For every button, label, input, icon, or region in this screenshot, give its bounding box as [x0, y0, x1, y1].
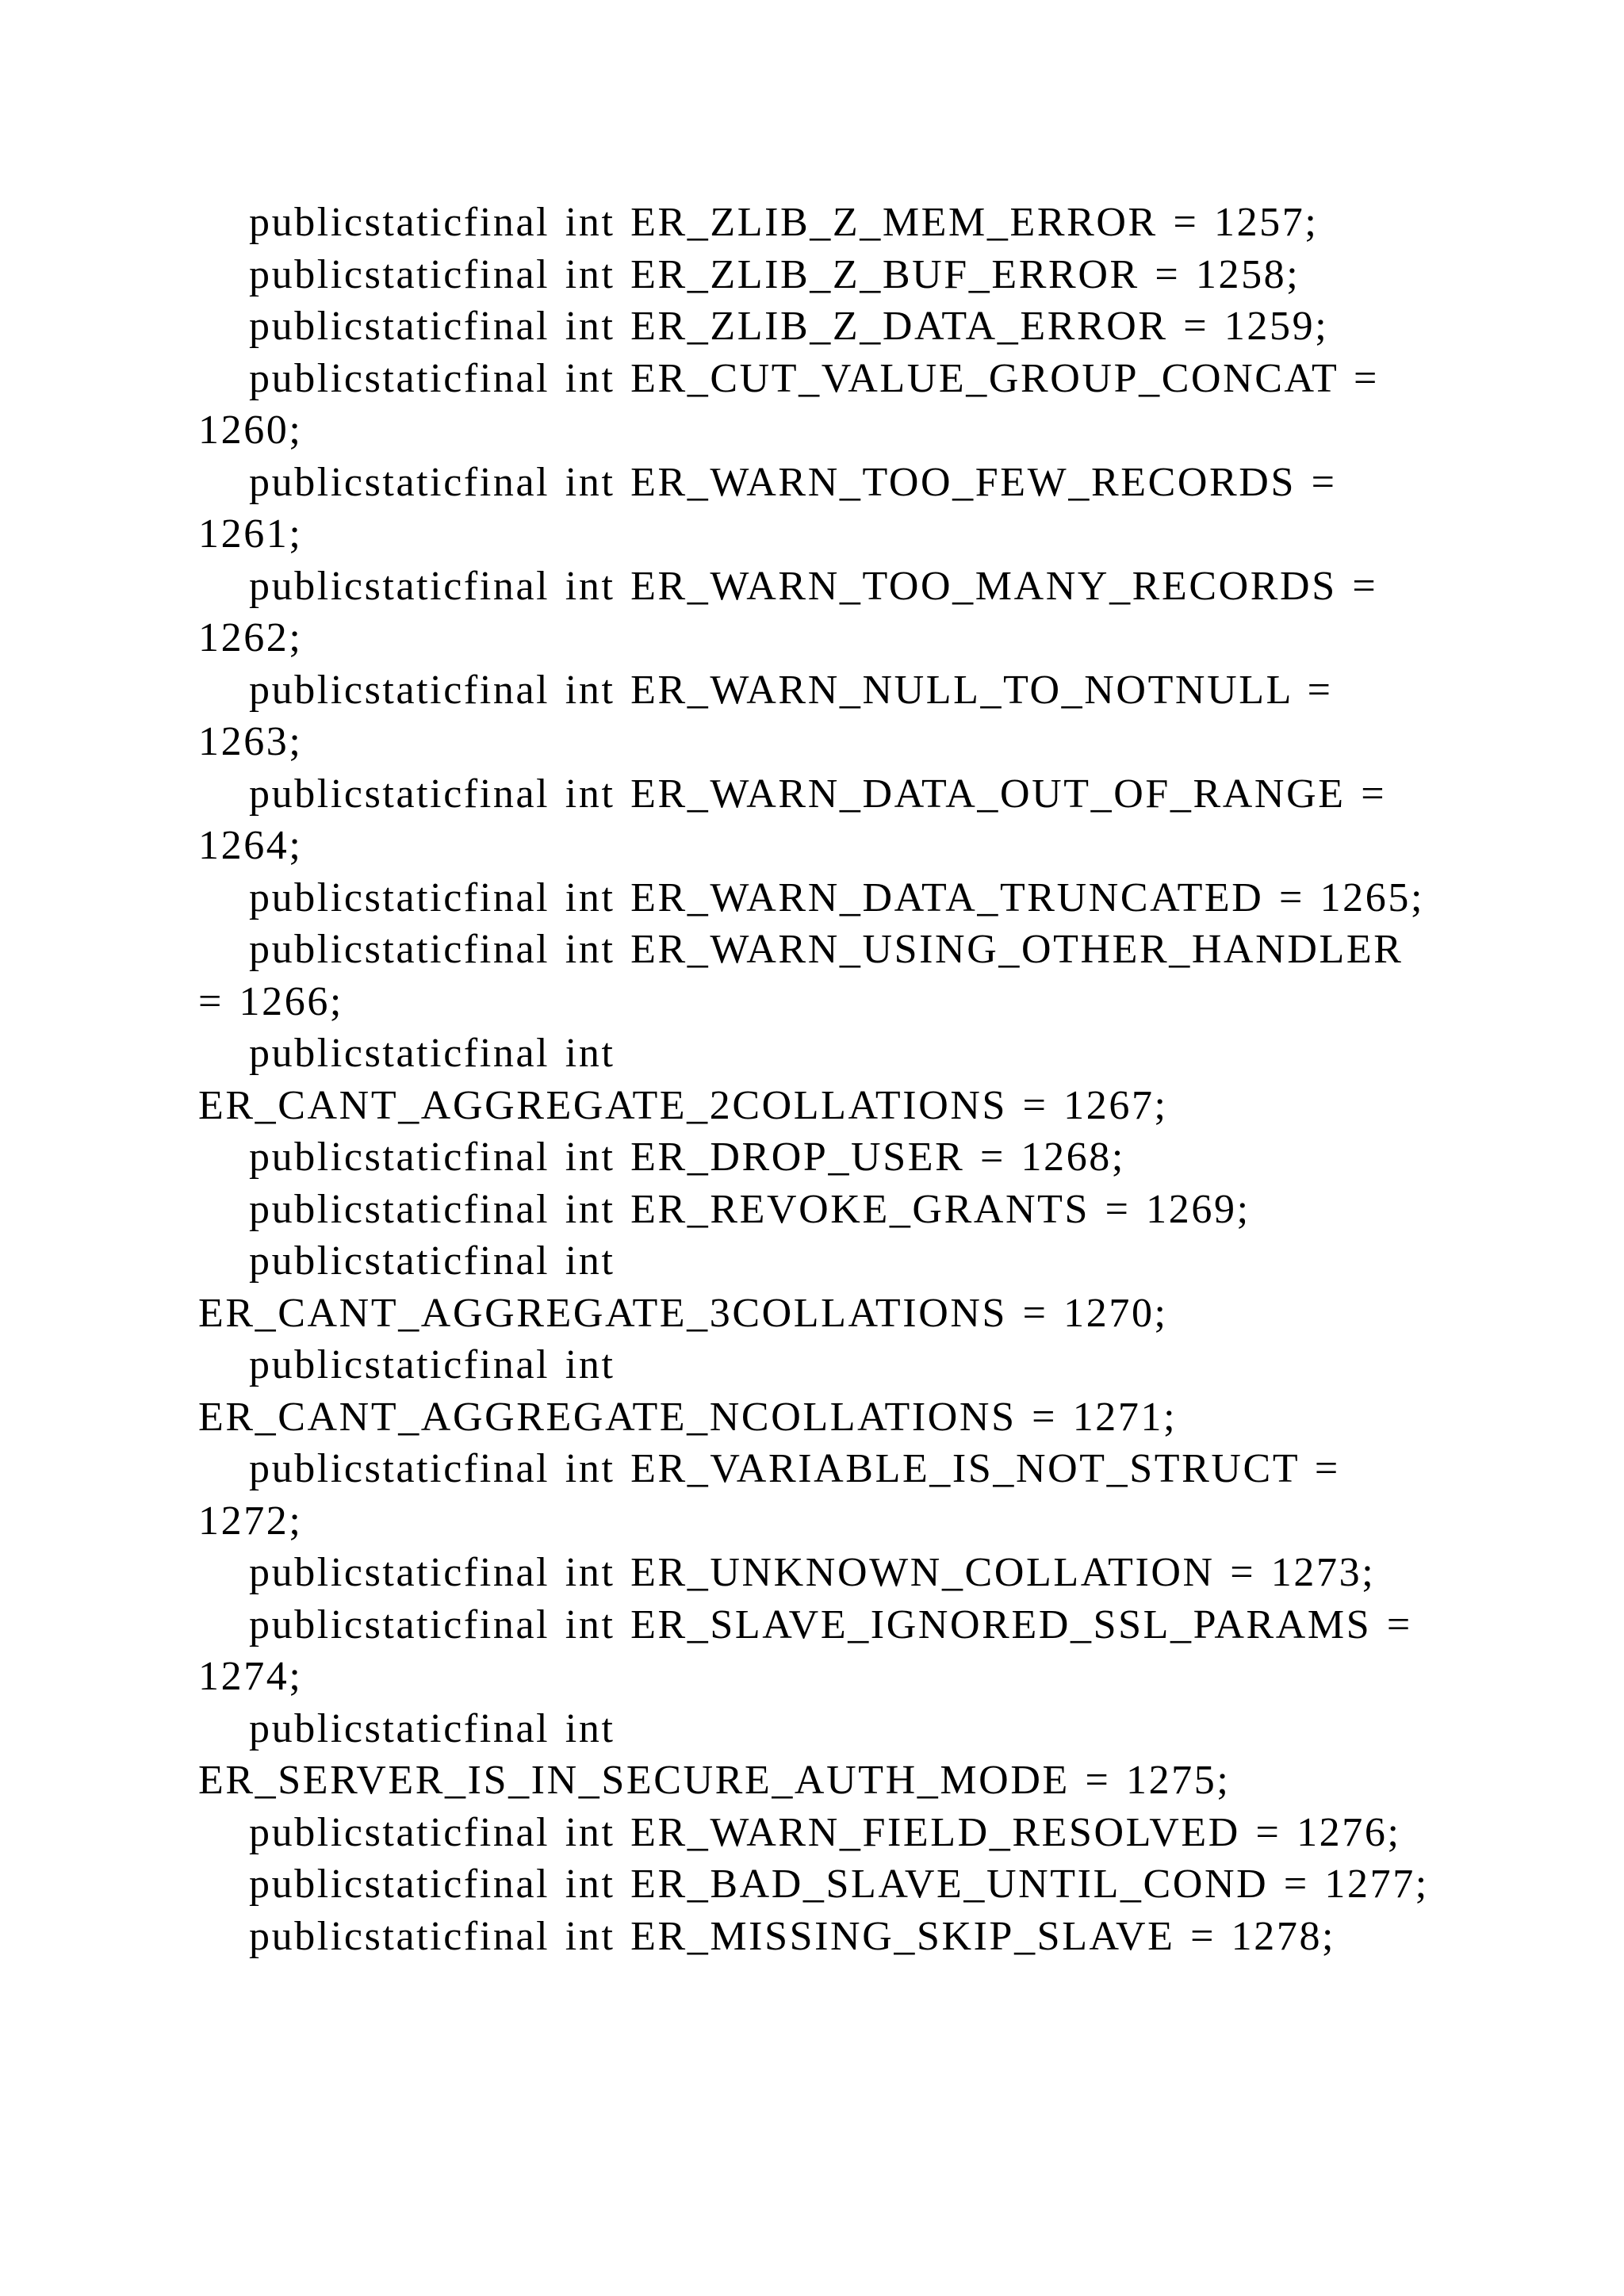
code-line: publicstaticfinal int ER_CANT_AGGREGATE_NCOLLATIONS = 1271; [198, 1342, 1178, 1440]
code-line: publicstaticfinal int ER_CANT_AGGREGATE_2COLLATIONS = 1267; [198, 1031, 1168, 1128]
code-line: publicstaticfinal int ER_WARN_TOO_FEW_RECORDS = 1261; [198, 459, 1337, 557]
code-line: publicstaticfinal int ER_ZLIB_Z_BUF_ERROR = 1258; [249, 251, 1300, 297]
code-line: publicstaticfinal int ER_WARN_TOO_MANY_RECORDS = 1262; [198, 563, 1378, 660]
code-line: publicstaticfinal int ER_CANT_AGGREGATE_3COLLATIONS = 1270; [198, 1238, 1168, 1336]
code-line: publicstaticfinal int ER_SLAVE_IGNORED_SSL_PARAMS = 1274; [198, 1601, 1412, 1699]
code-line: publicstaticfinal int ER_CUT_VALUE_GROUP_CONCAT = 1260; [198, 355, 1379, 453]
code-line: publicstaticfinal int ER_MISSING_SKIP_SLAVE = 1278; [249, 1913, 1336, 1959]
code-line: publicstaticfinal int ER_WARN_DATA_OUT_OF_RANGE = 1264; [198, 771, 1387, 868]
code-line: publicstaticfinal int ER_ZLIB_Z_MEM_ERROR = 1257; [249, 200, 1319, 245]
code-line: publicstaticfinal int ER_VARIABLE_IS_NOT_STRUCT = 1272; [198, 1446, 1340, 1544]
code-line: publicstaticfinal int ER_UNKNOWN_COLLATION = 1273; [249, 1550, 1376, 1595]
code-line: publicstaticfinal int ER_REVOKE_GRANTS = 1269; [249, 1186, 1251, 1232]
code-line: publicstaticfinal int ER_SERVER_IS_IN_SECURE_AUTH_MODE = 1275; [198, 1705, 1231, 1803]
code-line: publicstaticfinal int ER_WARN_USING_OTHER_HANDLER = 1266; [198, 927, 1404, 1024]
code-line: publicstaticfinal int ER_WARN_NULL_TO_NOTNULL = 1263; [198, 667, 1333, 764]
code-line: publicstaticfinal int ER_ZLIB_Z_DATA_ERROR = 1259; [249, 304, 1329, 349]
code-line: publicstaticfinal int ER_DROP_USER = 1268; [249, 1135, 1125, 1180]
code-line: publicstaticfinal int ER_BAD_SLAVE_UNTIL_COND = 1277; [249, 1862, 1429, 1907]
code-line: publicstaticfinal int ER_WARN_FIELD_RESOLVED = 1276; [249, 1809, 1401, 1855]
code-line: publicstaticfinal int ER_WARN_DATA_TRUNCATED = 1265; [249, 874, 1425, 920]
document-body [198, 197, 1435, 1962]
